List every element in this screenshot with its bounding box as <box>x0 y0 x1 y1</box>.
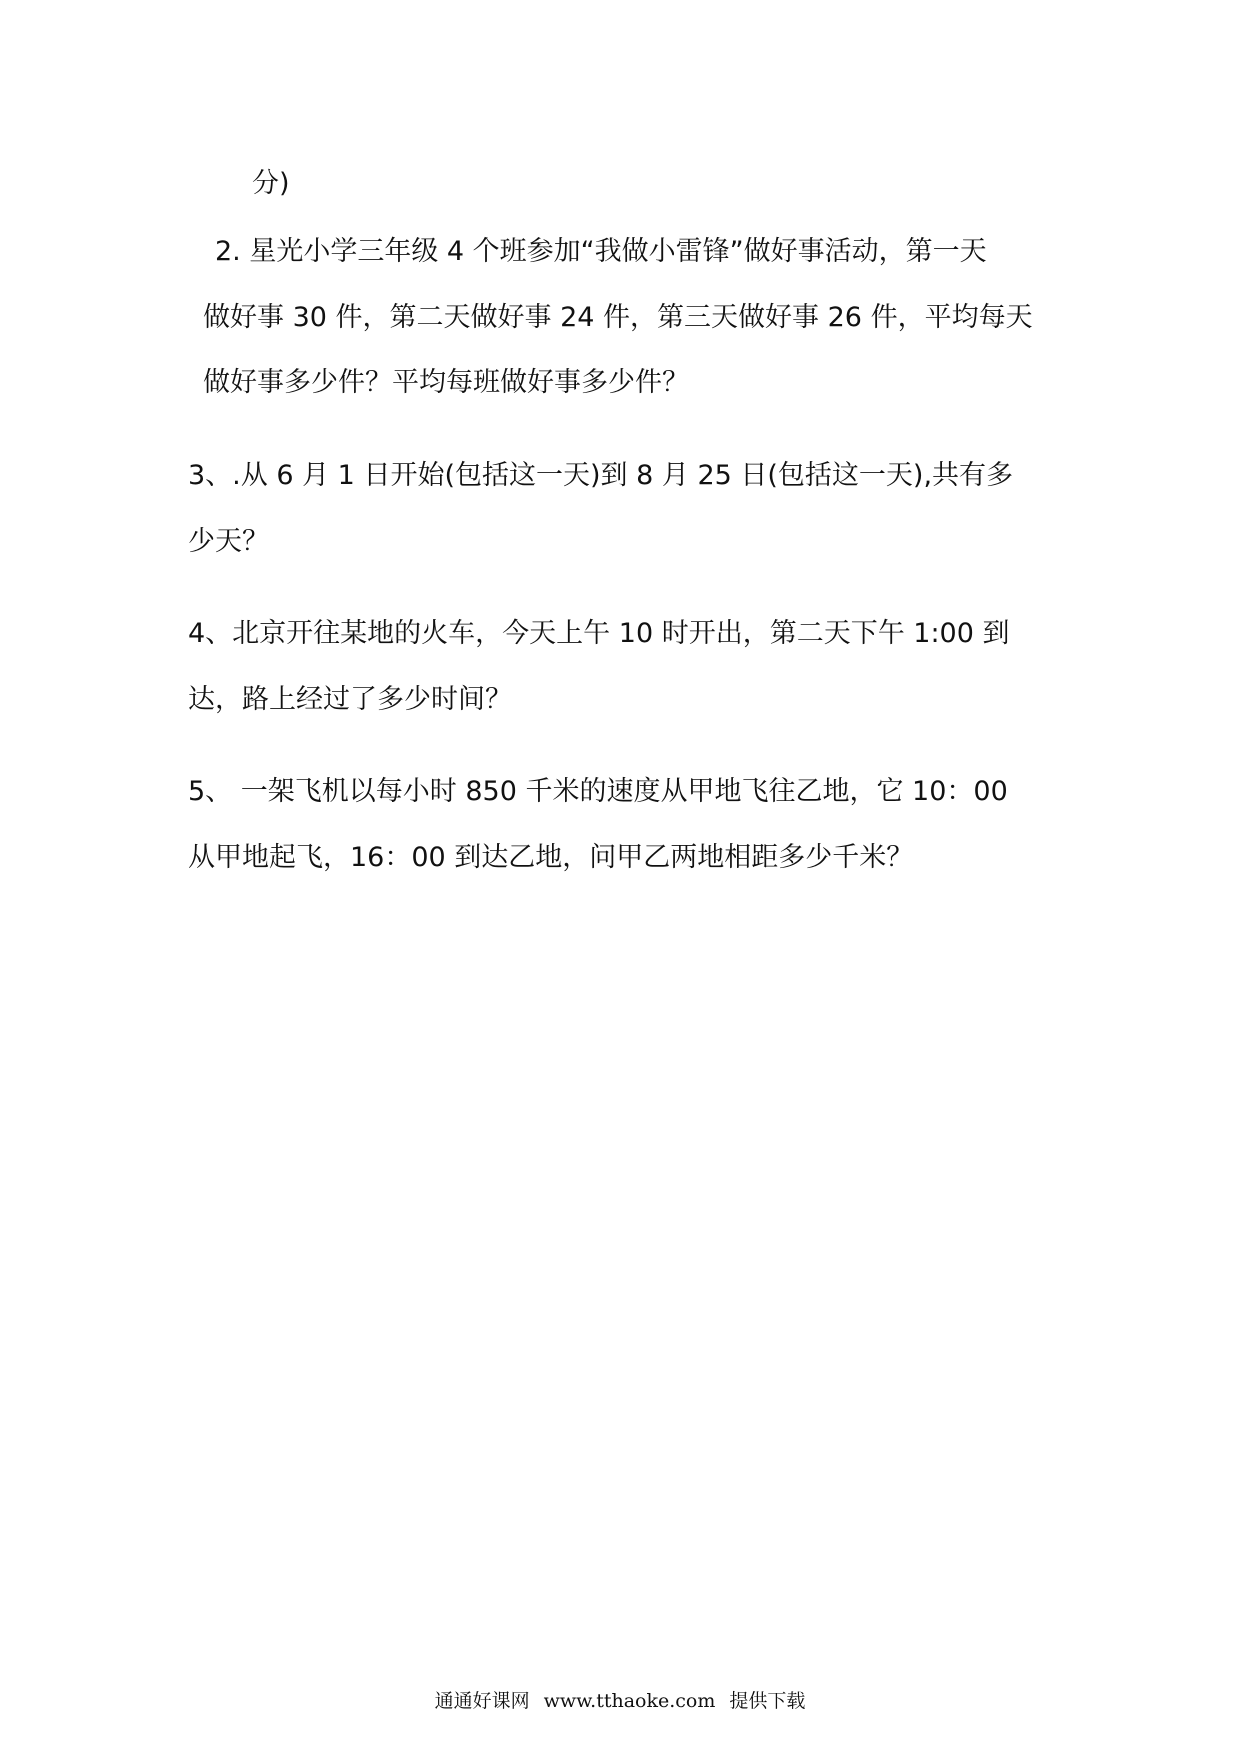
problem-line: 做好事多少件？平均每班做好事多少件？ <box>203 367 689 398</box>
continued-text: 分) <box>252 168 290 199</box>
footer-site-name: 通通好课网 <box>434 1690 530 1712</box>
problem-line: 做好事 30 件，第二天做好事 24 件，第三天做好事 26 件，平均每天 <box>203 302 1033 333</box>
problem-line: 少天？ <box>188 526 269 557</box>
problem-line: 3、.从 6 月 1 日开始(包括这一天)到 8 月 25 日(包括这一天),共有多 <box>188 460 1014 491</box>
problem-line: 4、北京开往某地的火车，今天上午 10 时开出，第二天下午 1:00 到 <box>188 618 1010 649</box>
problem-line: 2. 星光小学三年级 4 个班参加“我做小雷锋”做好事活动，第一天 <box>215 236 987 267</box>
footer-note: 提供下载 <box>729 1690 806 1712</box>
footer-url: www.tthaoke.com <box>543 1690 716 1712</box>
problem-line: 达，路上经过了多少时间？ <box>188 684 512 715</box>
problem-line: 从甲地起飞，16：00 到达乙地，问甲乙两地相距多少千米？ <box>188 842 914 873</box>
page-footer <box>0 1688 1240 1714</box>
problem-line: 5、 一架飞机以每小时 850 千米的速度从甲地飞往乙地，它 10：00 <box>188 776 1008 807</box>
